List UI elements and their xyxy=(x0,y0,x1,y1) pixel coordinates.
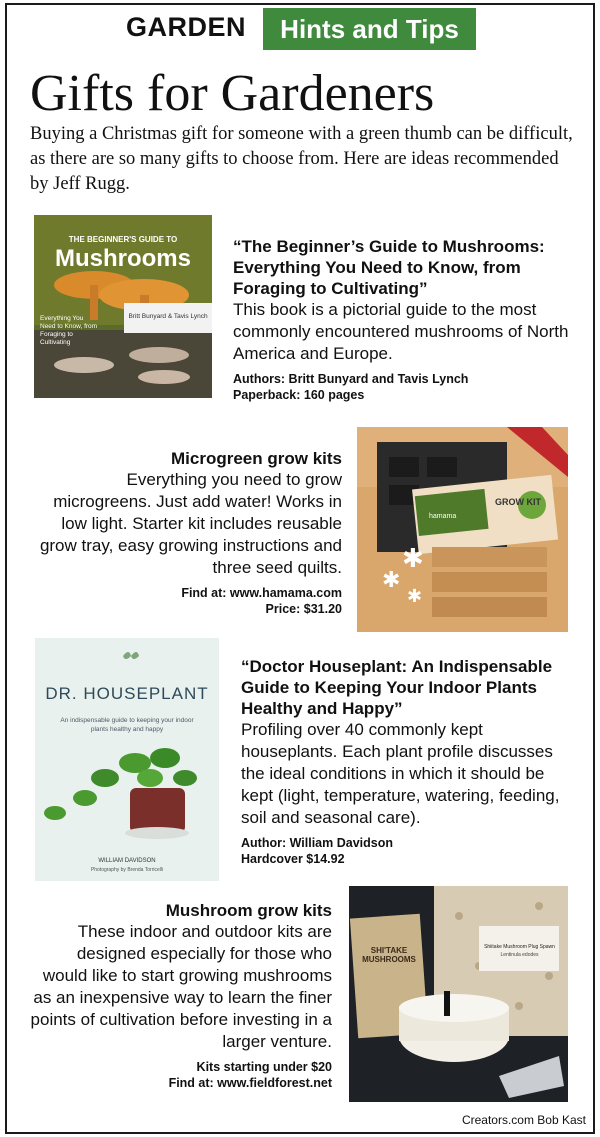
kit-brand: hamama xyxy=(429,513,457,520)
houseplant-cover-sub: An indispensable guide to keeping your indoor plants healthy and happy xyxy=(60,717,194,733)
kit-label: GROW KIT xyxy=(495,497,541,507)
header-garden: GARDEN xyxy=(126,12,247,42)
microgreen-kit-photo xyxy=(357,427,568,632)
item-3-heading: “Doctor Houseplant: An Indispensable Guide to Keeping Your Indoor Plants Healthy and Happy” xyxy=(241,657,553,718)
item-4-find-at: Find at: www.fieldforest.net xyxy=(168,1076,332,1090)
item-1-text xyxy=(233,236,578,403)
section-header xyxy=(0,8,600,48)
houseplant-cover-author: WILLIAM DAVIDSON xyxy=(98,858,156,864)
mushroom-kit-photo xyxy=(349,886,568,1102)
mushroom-cover-top: THE BEGINNER'S GUIDE TO xyxy=(68,235,178,244)
kit-bag-label: Shiitake Mushroom Plug Spawn xyxy=(484,944,555,950)
item-3-text xyxy=(241,656,581,867)
item-1-heading: “The Beginner’s Guide to Mushrooms: Everything You Need to Know, from Foraging to Cultivating” xyxy=(233,237,545,298)
houseplant-cover-credit: Photography by Brenda Torricelli xyxy=(90,867,164,873)
page-title: Gifts for Gardeners xyxy=(30,65,435,122)
item-1-body: This book is a pictorial guide to the most commonly encountered mushrooms of North America and Europe. xyxy=(233,300,569,363)
houseplant-book-cover xyxy=(35,638,219,881)
svg-text:✱: ✱ xyxy=(407,586,423,606)
svg-text:✱: ✱ xyxy=(402,543,424,573)
intro-paragraph: Buying a Christmas gift for someone with a green thumb can be difficult, as there are so many gifts to choose from. Here are ideas recommended by Jeff Rugg. xyxy=(30,124,573,194)
item-3-body: Profiling over 40 commonly kept houseplants. Each plant profile discusses the ideal conditions in which it should be kept (light, temperature, watering, feeding, soil and seasonal care). xyxy=(241,720,560,827)
item-2-find-at: Find at: www.hamama.com xyxy=(181,586,342,600)
item-1-authors: Authors: Britt Bunyard and Tavis Lynch xyxy=(233,372,469,386)
item-2-price: Price: $31.20 xyxy=(265,602,342,616)
kit-card-label: SHI'TAKE MUSHROOMS xyxy=(362,946,416,964)
houseplant-cover-title: DR. HOUSEPLANT xyxy=(45,684,209,703)
item-1-format: Paperback: 160 pages xyxy=(233,388,365,402)
item-4-body: These indoor and outdoor kits are designed especially for those who would like to start growing mushrooms as an inexpensive way to learn the finer points of cultivation before investing in a larger venture. xyxy=(30,922,332,1051)
mushroom-cover-title: Mushrooms xyxy=(54,245,191,272)
mushroom-cover-sub: Everything You Need to Know, from Foraging to Cultivating xyxy=(40,315,98,346)
item-2-text xyxy=(30,448,342,617)
item-4-price: Kits starting under $20 xyxy=(196,1060,332,1074)
svg-text:✱: ✱ xyxy=(382,567,401,592)
mushroom-cover-authors: Britt Bunyard & Tavis Lynch xyxy=(128,313,208,320)
item-4-heading: Mushroom grow kits xyxy=(165,901,332,920)
mushroom-book-cover xyxy=(34,215,212,398)
photo-credit: Creators.com Bob Kast xyxy=(461,1113,586,1127)
item-4-text xyxy=(30,900,332,1091)
item-3-author: Author: William Davidson xyxy=(241,836,393,850)
kit-bag-latin: Lentinula edodes xyxy=(500,952,539,958)
item-2-body: Everything you need to grow microgreens. Just add water! Works in low light. Starter kit includes reusable grow tray, easy growing instructions and three seed quilts. xyxy=(39,470,342,577)
item-3-price: Hardcover $14.92 xyxy=(241,852,345,866)
item-2-heading: Microgreen grow kits xyxy=(171,449,342,468)
header-tips-badge: Hints and Tips xyxy=(263,8,476,50)
